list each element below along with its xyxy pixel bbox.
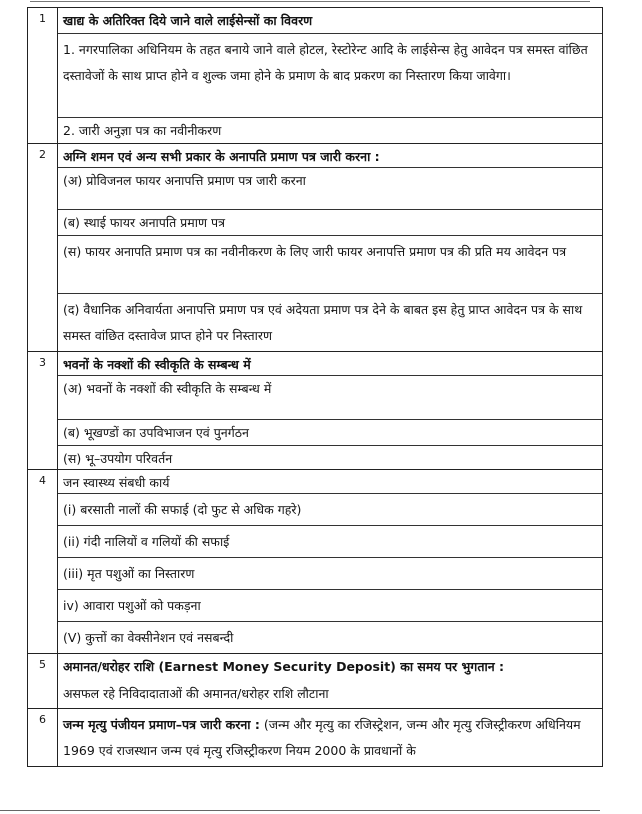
row-number: 5 [28, 654, 58, 709]
section-item: iv) आवारा पशुओं को पकड़ना [58, 590, 602, 622]
section-item: (अ) प्रोविजनल फायर अनापत्ति प्रमाण पत्र जारी करना [58, 168, 602, 210]
section-item: (ब) स्थाई फायर अनापति प्रमाण पत्र [58, 210, 602, 236]
table-row [28, 144, 603, 352]
row-number: 3 [28, 352, 58, 470]
section-heading: भवनों के नक्शों की स्वीकृति के सम्बन्ध में [58, 352, 602, 376]
section-heading-rest: (जन्म और मृत्यु का रजिस्ट्रेशन, जन्म और मृत्यु रजिस्ट्रीकरण अधिनियम 1969 एवं राजस्थान जन्म एवं मृत्यु रजिस्ट्रीकरण नियम 2000 के प्रावधानों के [63, 717, 581, 758]
services-table [27, 7, 603, 767]
table-row [28, 709, 603, 767]
table-row [28, 654, 603, 709]
table-row [28, 352, 603, 470]
section-heading: जन स्वास्थ्य संबधी कार्य [58, 470, 602, 494]
section-heading: खाद्य के अतिरिक्त दिये जाने वाले लाईसेन्सों का विवरण [58, 8, 602, 34]
section-item: (स) भू–उपयोग परिवर्तन [63, 451, 173, 466]
row-content [58, 709, 603, 767]
row-content [58, 654, 603, 709]
top-rule [30, 1, 590, 2]
section-heading: अग्नि शमन एवं अन्य सभी प्रकार के अनापति प्रमाण पत्र जारी करना : [58, 144, 602, 168]
row-number: 1 [28, 8, 58, 144]
table-row [28, 8, 603, 144]
section-item: (अ) भवनों के नक्शों की स्वीकृति के सम्बन्ध में [58, 376, 602, 420]
section-item: 2. जारी अनुज्ञा पत्र का नवीनीकरण [63, 123, 222, 138]
section-heading: जन्म मृत्यु पंजीयन प्रमाण–पत्र जारी करना : [63, 717, 260, 732]
row-number: 4 [28, 470, 58, 654]
table-row [28, 470, 603, 654]
row-number: 2 [28, 144, 58, 352]
section-item: (i) बरसाती नालों की सफाई (दो फुट से अधिक गहरे) [58, 494, 602, 526]
section-item: (ii) गंदी नालियों व गलियों की सफाई [58, 526, 602, 558]
section-item: (iii) मृत पशुओं का निस्तारण [58, 558, 602, 590]
section-heading: अमानत/धरोहर राशि (Earnest Money Security Deposit) का समय पर भुगतान : [63, 659, 504, 674]
section-item: (ब) भूखण्डों का उपविभाजन एवं पुनर्गठन [58, 420, 602, 446]
section-item: असफल रहे निविदादाताओं की अमानत/धरोहर राशि लौटाना [63, 686, 329, 701]
row-number: 6 [28, 709, 58, 767]
row-content [58, 352, 603, 470]
row-content [58, 144, 603, 352]
section-item: 1. नगरपालिका अधिनियम के तहत बनाये जाने वाले होटल, रेस्टोरेन्ट आदि के लाईसेन्स हेतु आवेदन पत्र समस्त वांछित दस्तावेजों के साथ प्राप्त होने व शुल्क जमा होने के प्रमाण के बाद प्रकरण का निस्तारण किया जावेगा। [58, 34, 602, 118]
row-content [58, 8, 603, 144]
section-item: (द) वैधानिक अनिवार्यता अनापत्ति प्रमाण पत्र एवं अदेयता प्रमाण पत्र देने के बाबत इस हेतु प्राप्त आवेदन पत्र के साथ समस्त वांछित दस्तावेज प्राप्त होने पर निस्तारण [63, 302, 583, 343]
section-item [58, 709, 602, 766]
bottom-rule [0, 810, 600, 811]
row-content [58, 470, 603, 654]
section-item: (स) फायर अनापति प्रमाण पत्र का नवीनीकरण के लिए जारी फायर अनापत्ति प्रमाण पत्र की प्रति मय आवेदन पत्र [58, 236, 602, 294]
section-item: (V) कुत्तों का वेक्सीनेशन एवं नसबन्दी [63, 630, 234, 645]
